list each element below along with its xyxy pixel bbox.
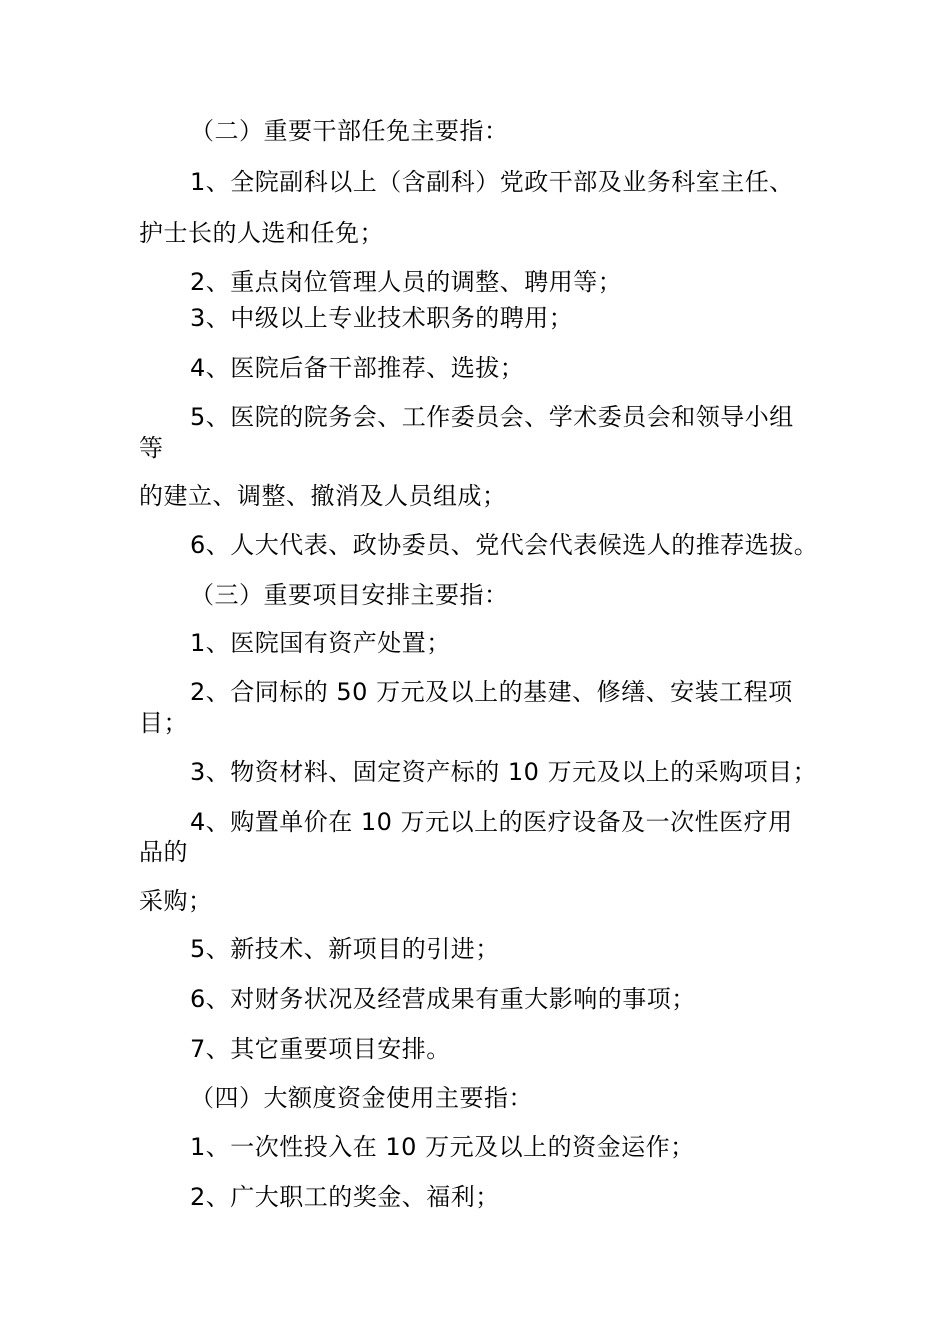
paragraph-line: 4、购置单价在 10 万元以上的医疗设备及一次性医疗用 (190, 808, 793, 836)
paragraph-line: 1、医院国有资产处置； (190, 629, 451, 657)
paragraph-line: 6、对财务状况及经营成果有重大影响的事项； (190, 985, 696, 1013)
paragraph-line: 的建立、调整、撤消及人员组成； (139, 482, 507, 510)
paragraph-line: 6、人大代表、政协委员、党代会代表候选人的推荐选拔。 (190, 531, 819, 559)
paragraph-line: 4、医院后备干部推荐、选拔； (190, 354, 525, 382)
paragraph-line: 等 (139, 434, 164, 462)
paragraph-line: 7、其它重要项目安排。 (190, 1035, 451, 1063)
paragraph-line: 1、全院副科以上（含副科）党政干部及业务科室主任、 (190, 168, 794, 196)
section-heading-large-funds: （四）大额度资金使用主要指： (190, 1084, 533, 1112)
paragraph-line: 3、物资材料、固定资产标的 10 万元及以上的采购项目； (190, 758, 818, 786)
paragraph-line: 2、合同标的 50 万元及以上的基建、修缮、安装工程项 (190, 678, 793, 706)
paragraph-line: 1、一次性投入在 10 万元及以上的资金运作； (190, 1133, 695, 1161)
paragraph-line: 5、医院的院务会、工作委员会、学术委员会和领导小组 (190, 403, 794, 431)
paragraph-line: 2、广大职工的奖金、福利； (190, 1183, 500, 1211)
paragraph-line: 护士长的人选和任免； (139, 219, 384, 247)
section-heading-major-projects: （三）重要项目安排主要指： (190, 581, 509, 609)
paragraph-line: 目； (139, 709, 188, 737)
paragraph-line: 3、中级以上专业技术职务的聘用； (190, 304, 574, 332)
paragraph-line: 2、重点岗位管理人员的调整、聘用等； (190, 268, 623, 296)
paragraph-line: 5、新技术、新项目的引进； (190, 935, 500, 963)
paragraph-line: 品的 (139, 838, 188, 866)
paragraph-line: 采购； (139, 887, 213, 915)
section-heading-cadre-appointment: （二）重要干部任免主要指： (190, 117, 509, 145)
